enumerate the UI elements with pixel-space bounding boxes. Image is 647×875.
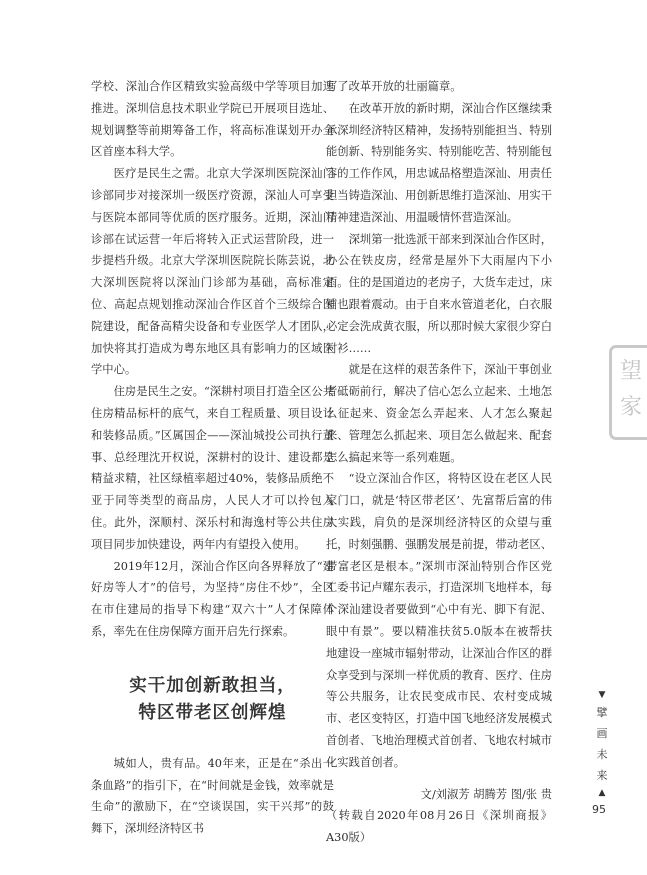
section-side-label <box>592 688 612 800</box>
paragraph: 医疗是民生之需。北京大学深圳医院深汕门诊部同步对接深圳一级医疗资源，深汕人可享受与医院本部同等优质的医疗服务。近期，深汕门诊部在试运营一年后将转入正式运营阶段，进一步提档升级。北京大学深圳医院院长陈芸说，北大深圳医院将以深汕门诊部为基础，高标准定位、高起点规划推动深汕合作区首个三级综合医院建设，配备高精尖设备和专业医学人才团队，加快将其打造成为粤东地区具有影响力的区域医学中心。 <box>91 167 334 377</box>
paragraph: 深圳第一批选派干部来到深汕合作区时，办公在铁皮房，经常是屋外下大雨屋内下小雨。住的是国道边的老房子，大货车走过，床铺也跟着震动。由于自来水管道老化，白衣服必定会洗成黄衣服，所以那时候大家很少穿白衬衫…… <box>326 232 552 355</box>
right-column <box>326 76 552 849</box>
side-label-char: 未 <box>596 748 608 761</box>
arrow-up-icon: ▲ <box>598 788 606 798</box>
paragraph: 住房是民生之安。“深耕村项目打造全区公共住房精品标杆的底气，来自工程质量、项目设计和装修品质。”区属国企——深汕城投公司执行董事、总经理沈开权说，深耕村的设计、建设都是精益求精，社区绿植率超过40%，装修品质绝不亚于同等类型的商品房，人民人才可以拎包入住。此外，深顺村、深乐村和海逸村等公共住房项目同步加快建设，两年内有望投入使用。 <box>91 385 335 551</box>
paragraph: 就是在这样的艰苦条件下，深汕干事创业者砥砺前行，解决了信心怎么立起来、土地怎么征起来、资金怎么弄起来、人才怎么聚起来、管理怎么抓起来、项目怎么做起来、配套怎么搞起来等一系列难题。 <box>326 363 552 464</box>
side-label-char: 擘 <box>596 706 608 719</box>
paragraph: “设立深汕合作区，将特区设在老区人民家门口，就是‘特区带老区’、先富帮后富的伟大实践，肩负的是深圳经济特区的众望与重托，时刻强鹏、强鹏发展是前提，带动老区、带富老区是根本。”深圳市深汕特别合作区党工委书记卢耀东表示，打造深圳飞地样本，每个深汕建设者要做到“心中有光、脚下有泥、眼中有景”。要以精准扶贫5.0版本在被帮扶地建设一座城市辐射带动，让深汕合作区的群众享受到与深圳一样优质的教育、医疗、住房等公共服务，让农民变成市民、农村变成城市、老区变特区，打造中国飞地经济发展模式首创者、飞地治理模式首创者、飞地农村城市化实践首创者。 <box>326 472 552 769</box>
edge-logo-char: 望 <box>620 359 643 384</box>
page-number: 95 <box>592 803 606 816</box>
paragraph: 在改革开放的新时期，深汕合作区继续秉承深圳经济特区精神，发扬特别能担当、特别能创新、特别能务实、特别能吃苦、特别能包容的工作作风，用忠诚品格塑造深汕、用责任担当铸造深汕、用创新思维打造深汕、用实干精神建造深汕、用温暖情怀营造深汕。 <box>326 101 552 224</box>
edge-logo-char: 家 <box>620 395 643 420</box>
heading-line-1: 实干加创新敢担当， <box>129 675 296 696</box>
paragraph: 学校、深汕合作区精致实验高级中学等项目加速推进。深圳信息技术职业学院已开展项目选址、规划调整等前期筹备工作，将高标准谋划开办全区首座本科大学。 <box>91 80 334 159</box>
paragraph: 2019年12月，深汕合作区向各界释放了“建好房等人才”的信号，为坚持“房住不炒”，全区在市住建局的指导下构建“双六十”人才保障体系，率先在住房保障方面开启先行探索。 <box>91 559 334 638</box>
edge-logo <box>609 345 647 440</box>
source-note: （转载自2020年08月26日《深圳商报》A30版） <box>326 809 552 845</box>
side-label-char: 来 <box>596 769 608 782</box>
author-credit: 文/刘淑芳 胡腾芳 图/张 贵 <box>420 787 552 801</box>
left-column <box>91 76 334 840</box>
heading-line-2: 特区带老区创辉煌 <box>138 702 287 723</box>
paragraph: 写了改革开放的壮丽篇章。 <box>326 80 462 93</box>
side-label-char: 画 <box>596 727 608 740</box>
section-heading <box>91 673 334 727</box>
paragraph: 城如人，贵有品。40年来，正是在“杀出一条血路”的指引下，在“时间就是金钱，效率就是生命”的激励下，在“空谈误国，实干兴邦”的鼓舞下，深圳经济特区书 <box>91 756 334 836</box>
arrow-down-icon: ▼ <box>598 690 606 700</box>
